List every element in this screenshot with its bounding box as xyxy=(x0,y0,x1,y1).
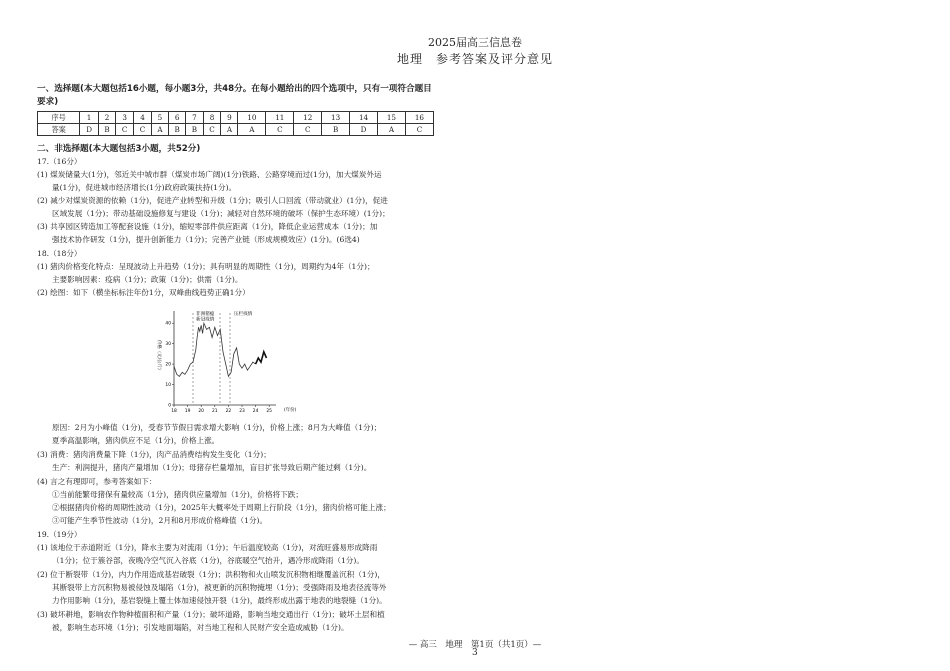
x-tick-label: 20 xyxy=(198,409,204,414)
q18-line: 原因：2月为小峰值（1分)，受春节节假日需求增大影响（1分)，价格上涨；8月为大峰值（1分)； xyxy=(52,423,382,432)
answer-cell: D xyxy=(350,124,378,136)
page-number: 3 xyxy=(472,648,478,658)
answer-cell: A xyxy=(377,124,405,136)
question-number: 11 xyxy=(266,112,294,124)
page-footer: — 高三 地理 第1页（共1页）— xyxy=(408,640,542,650)
section1-heading-cont: 要求) xyxy=(37,97,59,107)
q18-line: 主要影响因素：疫病（1分)；政策（1分)；供需（1分)。 xyxy=(52,275,243,284)
q19-line: (2) 位于断裂带（1分)，内力作用造成基岩破裂（1分)；洪积物和火山喷发沉积物相继覆盖沉积（1分)， xyxy=(37,570,385,579)
answer-cell: D xyxy=(80,124,99,136)
answer-table-answer-row xyxy=(38,124,434,136)
question-number: 14 xyxy=(350,112,378,124)
y-tick-label: 10 xyxy=(165,383,171,389)
question-number: 7 xyxy=(186,112,203,124)
x-axis-label: (年份) xyxy=(284,408,297,413)
section1-heading: 一、选择题(本大题包括16小题，每小题3分，共48分。在每小题给出的四个选项中，只有一项符合题目 xyxy=(37,84,432,94)
q18-line: 生产：利润提升，猪肉产量增加（1分)；母猪存栏量增加，盲目扩张导致后期产能过剩（1分)。 xyxy=(52,463,372,472)
q18-line: ①当前能繁母猪保有量较高（1分)，猪肉供应量增加（1分)，价格将下跌； xyxy=(52,490,303,499)
y-tick-label: 0 xyxy=(168,403,171,409)
answer-cell: C xyxy=(266,124,294,136)
q17-header: 17.（16分） xyxy=(37,157,82,166)
answer-cell: C xyxy=(203,124,221,136)
q19-header: 19.（19分） xyxy=(37,530,82,539)
answer-cell: B xyxy=(186,124,203,136)
q17-line: (2) 减少对煤炭资源的依赖（1分)，促进产业转型和升级（1分)；吸引人口回流（带动就业）(1分)，促进 xyxy=(37,196,388,205)
q17-line: (1) 煤炭储量大(1分)，邻近关中城市群（煤炭市场广阔)(1分)铁路、公路穿境而过(1分)，加大煤炭外运 xyxy=(37,170,382,179)
y-tick-label: 40 xyxy=(165,321,171,327)
q18-line: (3) 消费：猪肉消费量下降（1分)，肉产品消费结构发生变化（1分)； xyxy=(37,450,271,459)
y-tick-label: 20 xyxy=(165,362,171,368)
chart-annotation: 非洲猪瘟新冠疫情 xyxy=(196,312,215,323)
q17-line: 量(1分)，促进城市经济增长(1分)政府政策扶持(1分)。 xyxy=(52,183,237,192)
question-number: 8 xyxy=(203,112,221,124)
document-subtitle: 地理 参考答案及评分意见 xyxy=(396,52,553,66)
question-number: 13 xyxy=(322,112,350,124)
question-number: 16 xyxy=(405,112,433,124)
answer-cell: A xyxy=(238,124,266,136)
q19-line: 被，影响生态环境（1分)；引发地面塌陷，对当地工程和人民财产安全造成威胁（1分)。 xyxy=(52,623,349,632)
q19-line: (1) 该地位于赤道附近（1分)，降水主要为对流雨（1分)；午后温度较高（1分)，对流旺盛易形成降雨 xyxy=(37,543,378,552)
section2-heading: 二、非选择题(本大题包括3小题，共52分) xyxy=(37,144,201,154)
answer-cell: C xyxy=(405,124,433,136)
answer-cell: C xyxy=(294,124,322,136)
q19-line: 力作用影响（1分)，基岩裂缝上覆土体加速侵蚀开裂（1分)，最终形成出露于地表的地裂缝（1分)。 xyxy=(52,596,387,605)
x-tick-label: 18 xyxy=(171,409,177,414)
y-tick-label: 30 xyxy=(165,342,171,348)
x-tick-label: 25 xyxy=(266,409,272,414)
answer-cell: B xyxy=(168,124,185,136)
q18-line: (1) 猪肉价格变化特点：呈现波动上升趋势（1分)；具有明显的周期性（1分)，周期约为4年（1分)； xyxy=(37,262,375,271)
q18-line: (4) 言之有理即可，参考答案如下： xyxy=(37,477,157,486)
question-number: 3 xyxy=(116,112,134,124)
question-number: 5 xyxy=(151,112,168,124)
q17-line: 区域发展（1分)；带动基础设施修复与建设（1分)；减轻对自然环境的破坏（保护生态环境）(1分)； xyxy=(52,209,390,218)
answer-cell: B xyxy=(322,124,350,136)
question-number: 4 xyxy=(134,112,152,124)
answer-table xyxy=(37,111,434,136)
chart-annotation: 压栏疫情 xyxy=(234,312,253,317)
x-tick-label: 21 xyxy=(212,409,218,414)
q17-line: (3) 共享园区铸造加工等配套设施（1分)，缩短零部件供应距离（1分)，降低企业运营成本（1分)；加 xyxy=(37,222,378,231)
answer-cell: C xyxy=(134,124,152,136)
x-tick-label: 22 xyxy=(225,409,232,414)
x-tick-label: 19 xyxy=(184,409,191,414)
number-row-label: 序号 xyxy=(38,112,80,124)
question-number: 1 xyxy=(80,112,99,124)
document-title: 2025届高三信息卷 xyxy=(428,36,522,49)
price-series-forecast-line xyxy=(256,352,267,364)
answer-row-label: 答案 xyxy=(38,124,80,136)
price-series-line xyxy=(174,323,256,376)
pork-price-chart xyxy=(148,305,308,417)
question-number: 6 xyxy=(168,112,185,124)
q18-line: 夏季高温影响，猪肉供应不足（1分)，价格上涨。 xyxy=(52,436,220,445)
y-axis-label: 价格（元/公斤） xyxy=(156,340,161,373)
q18-header: 18.（18分） xyxy=(37,249,82,258)
q18-line: ③可能产生季节性波动（1分)，2月和8月形成价格峰值（1分)。 xyxy=(52,516,268,525)
question-number: 10 xyxy=(238,112,266,124)
question-number: 15 xyxy=(377,112,405,124)
question-number: 9 xyxy=(221,112,238,124)
question-number: 2 xyxy=(98,112,115,124)
q17-line: 强技术协作研发（1分)，提升创新能力（1分)；完善产业链（形成规模效应）(1分)。(6选4) xyxy=(52,235,360,244)
question-number: 12 xyxy=(294,112,322,124)
x-tick-label: 24 xyxy=(252,409,259,414)
answer-table-number-row xyxy=(38,112,434,124)
q18-line: ②根据猪肉价格的周期性波动（1分)，2025年大概率处于周期上行阶段（1分)，猪肉价格可能上涨； xyxy=(52,503,391,512)
q19-line: 其断裂带上方沉积物易被侵蚀及塌陷（1分)，被更新的沉积物掩埋（1分)；受强降雨及地表径流等外 xyxy=(52,583,387,592)
answer-cell: A xyxy=(221,124,238,136)
x-tick-label: 23 xyxy=(239,409,245,414)
answer-cell: C xyxy=(116,124,134,136)
q19-line: （1分)；位于簇谷部，夜晚冷空气沉入谷底（1分)，谷底暖空气抬升，遇冷形成降雨（1分)。 xyxy=(52,556,364,565)
q18-line: (2) 绘图：如下（横坐标标注年份1分，双峰曲线趋势正确1分） xyxy=(37,288,250,297)
answer-cell: A xyxy=(151,124,168,136)
answer-cell: B xyxy=(98,124,115,136)
q19-line: (3) 破坏耕地，影响农作物种植面积和产量（1分)；破坏道路，影响当地交通出行（1分)；破坏土层和植 xyxy=(37,610,385,619)
